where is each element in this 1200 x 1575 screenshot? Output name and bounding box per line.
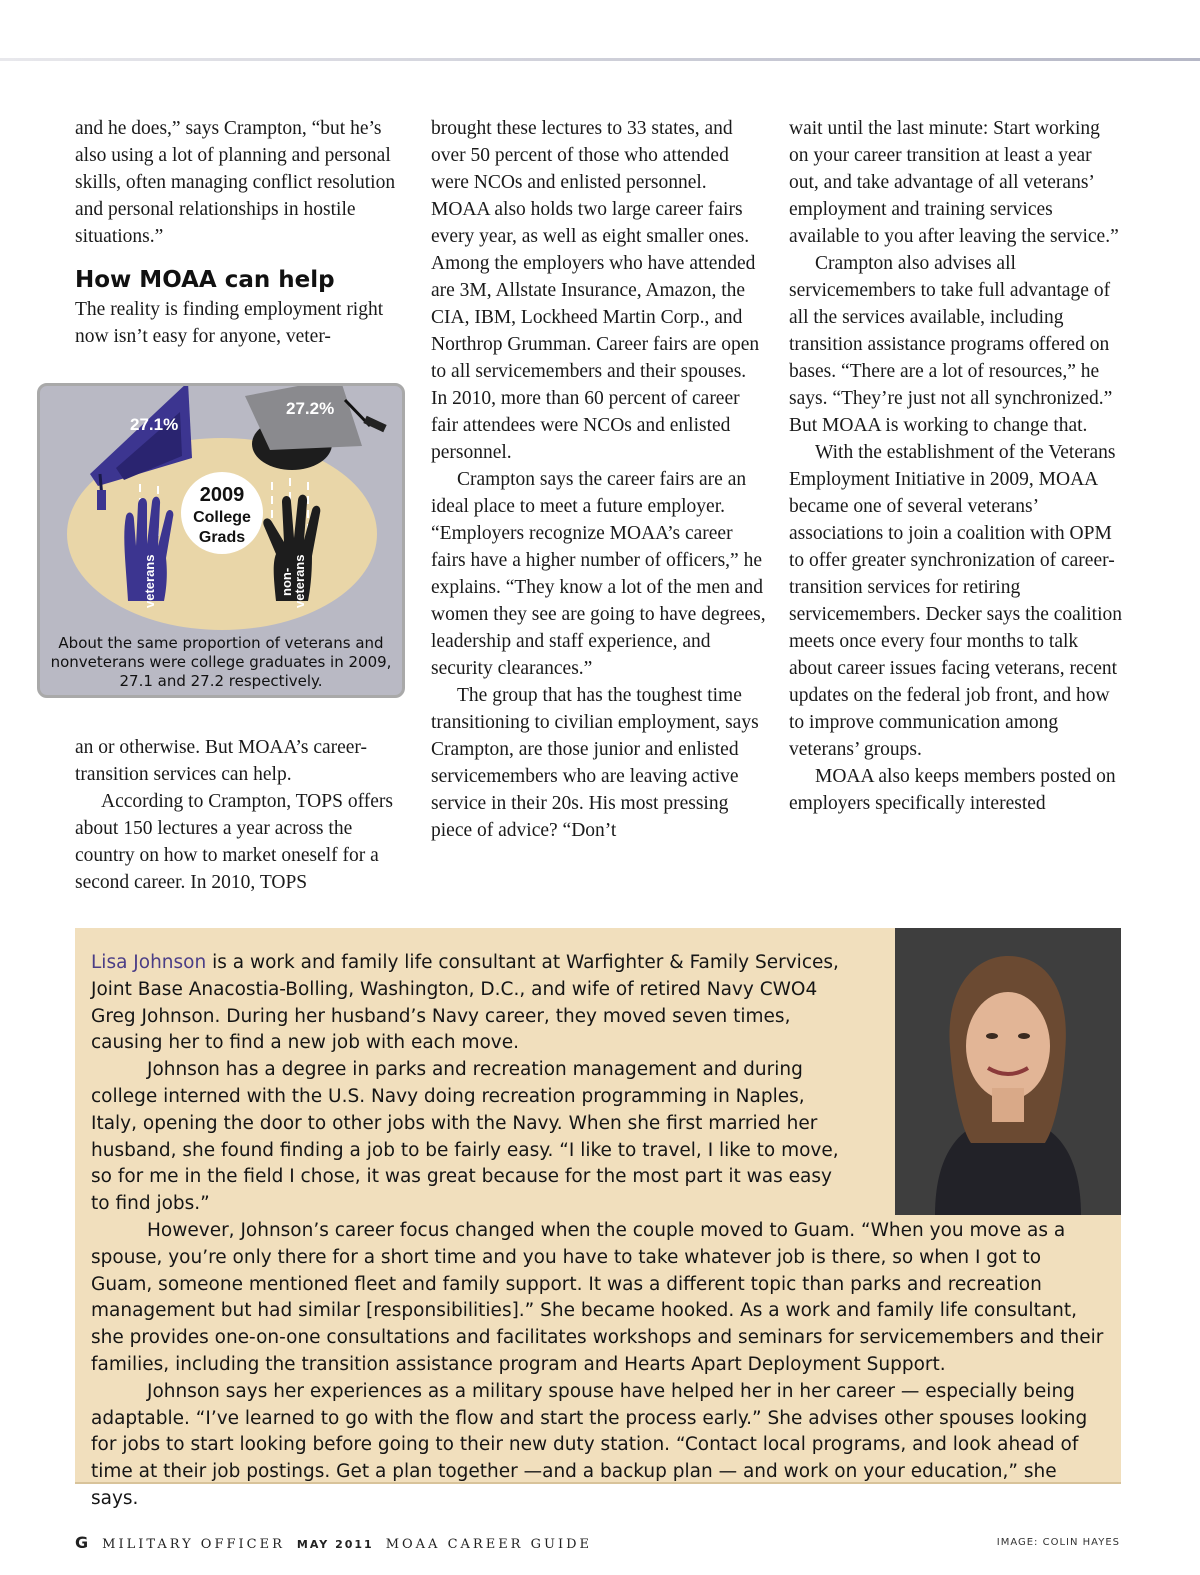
article-paragraph: The reality is finding employment right now isn’t easy for anyone, veter- [75, 299, 384, 347]
infographic-title-line: College [193, 509, 251, 526]
article-column-1 [75, 115, 410, 350]
profile-paragraph: However, Johnson’s career focus changed when the couple moved to Guam. “When you move as a spouse, you’re only there for a short time and you have to take whatever job is there, so when I got to Guam, someone mentioned fleet and family support. It was a different topic than parks and recreation management but had similar [responsibilities].” She became hooked. As a work and family life consultant, she provides one-on-one consultations and facilitates workshops and seminars for servicemembers and their families, including the transition assistance program and Hearts Apart Deployment Support. [91, 1219, 1104, 1375]
article-paragraph: MOAA also keeps members posted on employers specifically interested [789, 766, 1116, 814]
profile-text [91, 950, 1107, 1513]
profile-paragraph: Johnson says her experiences as a military spouse have helped her in her career — especially being adaptable. “I’ve learned to go with the flow and start the process early.” She advises other spouses looking for jobs to start looking before going to their new duty station. “Contact local programs, and look ahead of time at their job postings. Get a plan together —and a backup plan — and work on your education,” she says. [91, 1380, 1088, 1509]
article-paragraph: brought these lectures to 33 states, and over 50 percent of those who attended were NCOs and enlisted personnel. MOAA also holds two large career fairs every year, as well as eight smaller ones. Among the employers who have attended are 3M, Allstate Insurance, Amazon, the CIA, IBM, Lockheed Martin Corp., and Northrop Grumman. Career fairs are open to all servicemembers and their spouses. In 2010, more than 60 percent of career fair attendees were NCOs and enlisted personnel. [431, 118, 760, 463]
article-paragraph: wait until the last minute: Start working on your career transition at least a year out, and take advantage of all veterans’ employment and training services available to you after leaving the service.” [789, 118, 1119, 247]
profile-sidebar [75, 928, 1121, 1509]
infographic-title-line: 2009 [199, 484, 245, 506]
top-rule [0, 58, 1200, 61]
article-paragraph: With the establishment of the Veterans Employment Initiative in 2009, MOAA became one of several veterans’ associations to join a coalition with OPM to offer greater synchronization of career-transition services for retiring servicemembers. Decker says the coalition meets once every four months to talk about career issues facing veterans, recent updates on the federal job front, and how to improve communication among veterans’ groups. [789, 442, 1122, 760]
article-paragraph: The group that has the toughest time transitioning to civilian employment, says Crampton, are those junior and enlisted servicemembers who are leaving active service in their 20s. His most pressing piece of advice? “Don’t [431, 685, 759, 841]
veterans-percentage: 27.1% [130, 415, 179, 434]
profile-paragraph-text: is a work and family life consultant at Warfighter & Family Services, Joint Base Anacostia-Bolling, Washington, D.C., and wife of retired Navy CWO4 Greg Johnson. During her husband’s Navy career, they moved seven times, causing her to find a new job with each move. [91, 952, 839, 1054]
article-column-1-continued [75, 734, 410, 896]
nonveterans-label: veterans [292, 554, 307, 608]
article-paragraph: According to Crampton, TOPS offers about 150 lectures a year across the country on how to market oneself for a second career. In 2010, TOPS [75, 791, 393, 893]
infographic-caption: About the same proportion of veterans and nonveterans were college graduates in 2009, 27.1 and 27.2 respectively. [50, 634, 392, 690]
article-paragraph: Crampton says the career fairs are an ideal place to meet a future employer. “Employers recognize MOAA’s career fairs have a higher number of officers,” he explains. “They know a lot of the men and women they see are going to have degrees, leadership and staff experience, and security clearances.” [431, 469, 766, 679]
profile-paragraph: Johnson has a degree in parks and recreation management and during college interned with the U.S. Navy doing recreation programming in Naples, Italy, opening the door to other jobs with the Navy. When she first married her husband, she found finding a job to be fairly easy. “I like to travel, I like to move, so for me in the field I chose, it was great because for the most part it was easy to find jobs.” [91, 1059, 839, 1215]
nonveterans-percentage: 27.2% [286, 399, 335, 418]
page-number: G [75, 1533, 89, 1552]
photo-spacer [843, 950, 1107, 1208]
article-column-2 [431, 115, 766, 844]
page-footer [75, 1533, 592, 1552]
nonveterans-label: non- [279, 567, 294, 596]
section-name: MOAA CAREER GUIDE [385, 1537, 592, 1552]
article-paragraph: an or otherwise. But MOAA’s career-transition services can help. [75, 737, 368, 785]
college-grads-infographic [37, 383, 405, 698]
infographic-title-line: Grads [198, 529, 246, 546]
magazine-name: MILITARY OFFICER [102, 1537, 285, 1552]
image-credit: IMAGE: COLIN HAYES [996, 1537, 1120, 1548]
article-paragraph: Crampton also advises all servicemembers to take full advantage of all the services available, including transition assistance programs offered on bases. “There are a lot of resources,” he says. “They’re just not all synchronized.” But MOAA is working to change that. [789, 253, 1113, 436]
section-heading: How MOAA can help [75, 267, 335, 293]
veterans-label: veterans [142, 554, 157, 608]
article-paragraph: and he does,” says Crampton, “but he’s also using a lot of planning and personal skills, often managing conflict resolution and personal relationships in hostile situations.” [75, 118, 396, 247]
article-column-3 [789, 115, 1124, 817]
profile-name: Lisa Johnson [91, 952, 207, 973]
issue-date: MAY 2011 [296, 1538, 374, 1551]
